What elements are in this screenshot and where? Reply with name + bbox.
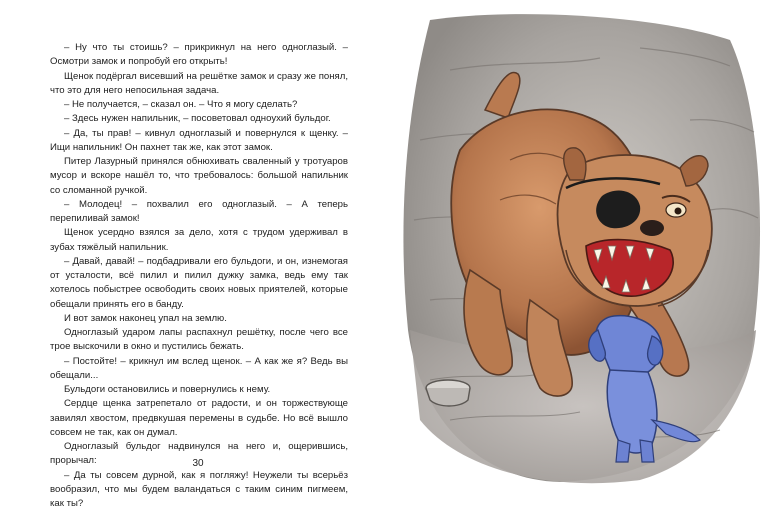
story-text [50,41,348,511]
paragraph: Сердце щенка затрепетало от радости, и он торжествующе завилял хвостом, предвкушая перемены в судьбе. Но всё вышло совсем не так, как он думал. [50,397,348,440]
paragraph: – Да, ты прав! – кивнул одноглазый и повернулся к щенку. – Ищи напильник! Он пахнет так же, как этот замок. [50,127,348,156]
paragraph: – Не получается, – сказал он. – Что я могу сделать? [50,98,348,112]
paragraph: – Давай, давай! – подбадривали его бульдоги, и он, изнемогая от усталости, всё пилил и пилил дужку замка, ведь ему так хотелось побыстрее освободить своих новых приятелей, которые обещали принять его в банду. [50,255,348,312]
page-number: 30 [186,458,210,469]
paragraph: Щенок усердно взялся за дело, хотя с трудом удерживал в зубах тяжёлый напильник. [50,226,348,255]
paragraph: – Да ты совсем дурной, как я погляжу! Неужели ты всерьёз вообразил, что мы будем валандаться с таким синим пигмеем, как ты? [50,469,348,511]
bulldog-and-puppy-illustration [390,0,770,501]
paragraph: Бульдоги остановились и повернулись к нему. [50,383,348,397]
paragraph: Питер Лазурный принялся обнюхивать сваленный у тротуаров мусор и вскоре нашёл то, что требовалось: большой напильник со сломанной ручкой. [50,155,348,198]
paragraph: – Молодец! – похвалил его одноглазый. – А теперь перепиливай замок! [50,198,348,227]
paragraph: – Постойте! – крикнул им вслед щенок. – А как же я? Ведь вы обещали... [50,355,348,384]
paragraph: Одноглазый бульдог надвинулся на него и, ощерившись, прорычал: [50,440,348,469]
text-page [0,0,385,501]
paragraph: Одноглазый ударом лапы распахнул решётку, после чего все трое выскочили в окно и пустились бежать. [50,326,348,355]
paragraph: – Здесь нужен напильник, – посоветовал одноухий бульдог. [50,112,348,126]
paragraph: И вот замок наконец упал на землю. [50,312,348,326]
paragraph: Щенок подёргал висевший на решётке замок и сразу же понял, что это для него непосильная задача. [50,70,348,99]
paragraph: – Ну что ты стоишь? – прикрикнул на него одноглазый. – Осмотри замок и попробуй его открыть! [50,41,348,70]
